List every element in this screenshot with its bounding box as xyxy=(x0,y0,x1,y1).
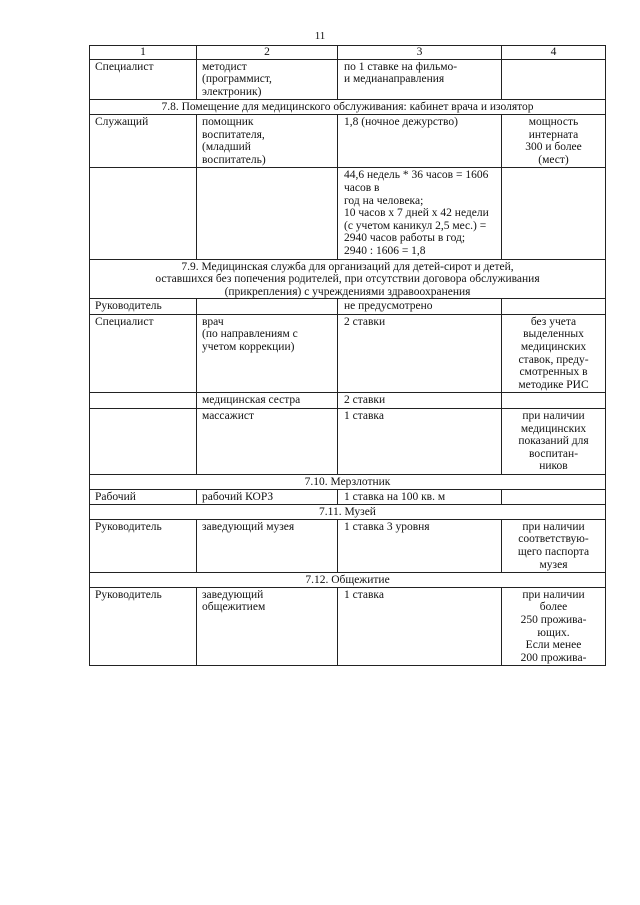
table-row xyxy=(90,299,606,315)
table-row xyxy=(90,587,606,666)
table-row xyxy=(90,114,606,167)
note-cell xyxy=(502,393,606,409)
section-row xyxy=(90,475,606,490)
norm-cell: 1,8 (ночное дежурство) xyxy=(338,114,502,167)
table-row xyxy=(90,409,606,475)
column-header: 1 xyxy=(90,46,197,60)
note-cell: при наличии соответствую- щего паспорта музея xyxy=(502,519,606,572)
position-cell: врач (по направлениям с учетом коррекции) xyxy=(197,314,338,393)
position-cell: методист (программист, электроник) xyxy=(197,59,338,100)
staffing-table xyxy=(89,45,606,666)
category-cell: Специалист xyxy=(90,59,197,100)
norm-cell: 2 ставки xyxy=(338,314,502,393)
position-cell: массажист xyxy=(197,409,338,475)
position-cell: заведующий музея xyxy=(197,519,338,572)
column-header: 2 xyxy=(197,46,338,60)
position-cell xyxy=(197,299,338,315)
table-row xyxy=(90,314,606,393)
position-cell: помощник воспитателя, (младший воспитатель) xyxy=(197,114,338,167)
note-cell xyxy=(502,168,606,259)
section-heading: 7.10. Мерзлотник xyxy=(90,475,606,490)
position-cell: медицинская сестра xyxy=(197,393,338,409)
category-cell: Рабочий xyxy=(90,489,197,505)
table-row xyxy=(90,489,606,505)
category-cell: Руководитель xyxy=(90,519,197,572)
section-heading: 7.8. Помещение для медицинского обслуживания: кабинет врача и изолятор xyxy=(90,100,606,115)
position-cell: рабочий КОРЗ xyxy=(197,489,338,505)
category-cell: Руководитель xyxy=(90,587,197,666)
norm-cell: по 1 ставке на фильмо- и медианаправления xyxy=(338,59,502,100)
section-heading: 7.11. Музей xyxy=(90,505,606,520)
calculation-cell: 44,6 недель * 36 часов = 1606 часов в год на человека; 10 часов х 7 дней х 42 недели (с учетом каникул 2,5 мес.) = 2940 часов работы в год; 2940 : 1606 = 1,8 xyxy=(338,168,502,259)
section-row xyxy=(90,505,606,520)
table-row xyxy=(90,168,606,259)
section-row xyxy=(90,573,606,588)
norm-cell: 2 ставки xyxy=(338,393,502,409)
table-row xyxy=(90,519,606,572)
norm-cell: 1 ставка xyxy=(338,409,502,475)
table-row xyxy=(90,393,606,409)
category-cell: Руководитель xyxy=(90,299,197,315)
table-row xyxy=(90,59,606,100)
note-cell: без учета выделенных медицинских ставок, преду- смотренных в методике РИС xyxy=(502,314,606,393)
note-cell: мощность интерната 300 и более (мест) xyxy=(502,114,606,167)
section-row xyxy=(90,259,606,299)
note-cell: при наличии более 250 прожива- ющих. Если менее 200 прожива- xyxy=(502,587,606,666)
norm-cell: 1 ставка xyxy=(338,587,502,666)
category-cell: Служащий xyxy=(90,114,197,167)
category-cell xyxy=(90,168,197,259)
category-cell: Специалист xyxy=(90,314,197,393)
position-cell xyxy=(197,168,338,259)
section-heading: 7.12. Общежитие xyxy=(90,573,606,588)
position-cell: заведующий общежитием xyxy=(197,587,338,666)
norm-cell: 1 ставка 3 уровня xyxy=(338,519,502,572)
column-header: 4 xyxy=(502,46,606,60)
category-cell xyxy=(90,393,197,409)
note-cell xyxy=(502,59,606,100)
column-header: 3 xyxy=(338,46,502,60)
section-row xyxy=(90,100,606,115)
note-cell xyxy=(502,299,606,315)
norm-cell: не предусмотрено xyxy=(338,299,502,315)
note-cell xyxy=(502,489,606,505)
category-cell xyxy=(90,409,197,475)
note-cell: при наличии медицинских показаний для воспитан- ников xyxy=(502,409,606,475)
norm-cell: 1 ставка на 100 кв. м xyxy=(338,489,502,505)
table-header-row xyxy=(90,46,606,60)
page-number: 11 xyxy=(314,30,326,42)
section-heading: 7.9. Медицинская служба для организаций для детей-сирот и детей, оставшихся без попечения родителей, при отсутствии договора обслуживания (прикрепления) с учреждениями здравоохранения xyxy=(90,259,606,299)
